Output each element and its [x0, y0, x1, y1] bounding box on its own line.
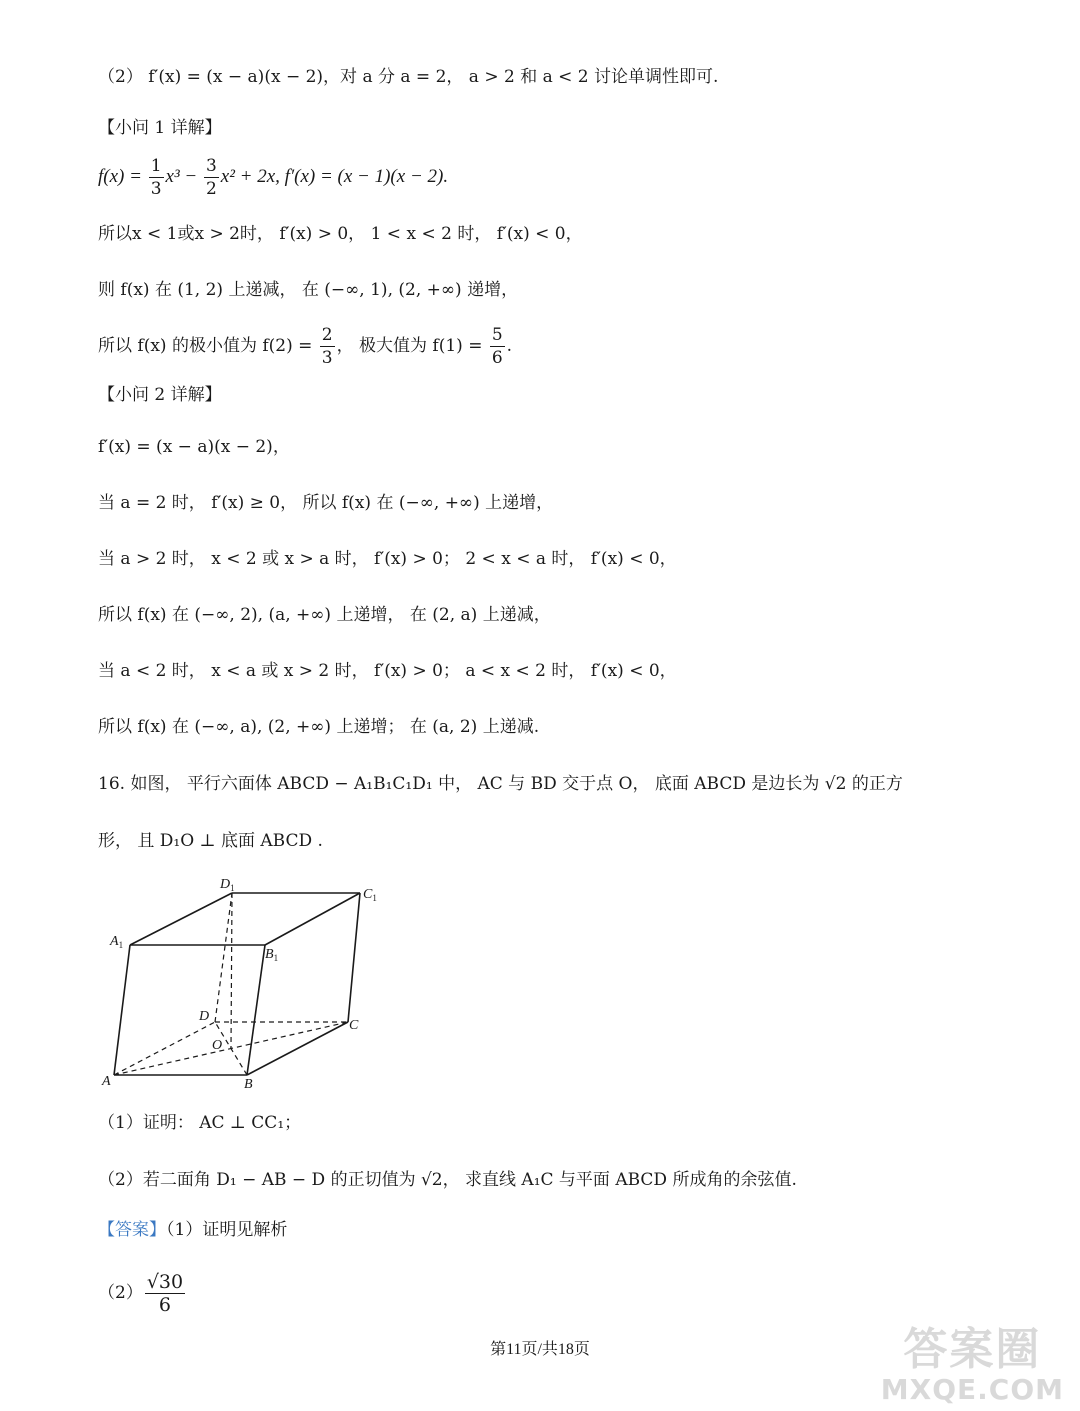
- edge-a-a1: [114, 945, 130, 1075]
- label-a1: $A_1$: [110, 934, 124, 950]
- answer-line-1: [98, 1215, 287, 1245]
- answer-1-text: （1）证明见解析: [166, 1220, 288, 1240]
- case-a-lt-2-text: 当 a < 2 时， x < a 或 x > 2 时， f′(x) > 0； a < x < 2 时， f′(x) < 0，: [98, 661, 677, 681]
- question-16-2: [98, 1165, 797, 1195]
- subq1-heading-text: 【小问 1 详解】: [98, 118, 222, 138]
- edge-b-c: [247, 1022, 348, 1075]
- problem-16-statement: [98, 769, 903, 799]
- frac-num: √30: [146, 1271, 184, 1293]
- question-16-2-text: （2）若二面角 D₁ − AB − D 的正切值为 √2， 求直线 A₁C 与平面 ABCD 所成角的余弦值.: [98, 1170, 797, 1190]
- fx-def-part1: f(x) =: [98, 166, 147, 187]
- subq2-heading: [98, 380, 222, 410]
- answer-2-fraction: [145, 1271, 185, 1316]
- derivative-line: [98, 432, 290, 462]
- label-c: C: [349, 1018, 359, 1033]
- frac-den: 6: [158, 1294, 172, 1316]
- watermark-bottom: MXQE.COM: [880, 1373, 1064, 1406]
- extremum-part3: .: [506, 336, 513, 356]
- hint-text: （2） f′(x) = (x − a)(x − 2)，对 a 分 a = 2， a > 2 和 a < 2 讨论单调性即可.: [98, 67, 719, 87]
- watermark-logo: [881, 1325, 1064, 1405]
- answer-line-2: [98, 1268, 187, 1318]
- frac-num: 1: [150, 156, 162, 176]
- fx-def-part2: x³ −: [165, 166, 202, 187]
- fraction-1-3: [149, 155, 164, 200]
- watermark-top: 答案圈: [903, 1324, 1042, 1375]
- fraction-3-2: [204, 155, 219, 200]
- frac-den: 2: [205, 179, 217, 199]
- label-b1: $B_1$: [265, 947, 279, 963]
- parallelepiped-figure: [100, 870, 400, 1095]
- label-o: O: [212, 1038, 223, 1053]
- fx-definition-line: [98, 155, 448, 200]
- derivative-text: f′(x) = (x − a)(x − 2)，: [98, 437, 290, 457]
- subq1-heading: [98, 113, 222, 143]
- fraction-2-3: [320, 324, 335, 369]
- frac-num: 2: [321, 325, 333, 345]
- edge-d1-a1: [130, 893, 232, 945]
- case-a-eq-2-text: 当 a = 2 时， f′(x) ≥ 0， 所以 f(x) 在 (−∞, +∞) 上递增，: [98, 493, 554, 513]
- fx-def-part3: x² + 2x, f′(x) = (x − 1)(x − 2).: [220, 166, 449, 187]
- sign-line-1-text: 所以x < 1或x > 2时， f′(x) > 0， 1 < x < 2 时， f′(x) < 0，: [98, 224, 583, 244]
- edge-b1-c1: [265, 893, 360, 945]
- segment-d1-o-hidden: [231, 893, 232, 1048]
- extremum-part1: 所以 f(x) 的极小值为 f(2) =: [98, 336, 318, 356]
- frac-num: 5: [491, 325, 503, 345]
- fraction-5-6: [490, 324, 505, 369]
- case-a-gt-2-conclusion-text: 所以 f(x) 在 (−∞, 2), (a, +∞) 上递增， 在 (2, a) 上递减，: [98, 605, 551, 625]
- frac-den: 6: [491, 348, 503, 368]
- case-a-lt-2: [98, 656, 677, 686]
- page-number: 第11页/共18页: [490, 1341, 590, 1358]
- problem-16-text-cont: 形， 且 D₁O ⊥ 底面 ABCD .: [98, 831, 323, 851]
- question-16-1: [98, 1108, 301, 1138]
- problem-16-text: 16. 如图， 平行六面体 ABCD − A₁B₁C₁D₁ 中， AC 与 BD 交于点 O， 底面 ABCD 是边长为 √2 的正方: [98, 774, 903, 794]
- subq2-heading-text: 【小问 2 详解】: [98, 385, 222, 405]
- frac-den: 3: [150, 179, 162, 199]
- edge-b-b1: [247, 945, 265, 1075]
- case-a-eq-2: [98, 488, 553, 518]
- hint-line-2: [98, 62, 718, 92]
- case-a-gt-2-conclusion: [98, 600, 551, 630]
- edge-a-d-hidden: [114, 1022, 215, 1075]
- edge-c-c1: [348, 893, 360, 1022]
- case-a-gt-2: [98, 544, 677, 574]
- extremum-line: [98, 322, 512, 370]
- problem-16-statement-cont: [98, 826, 323, 856]
- label-d1: $D_1$: [220, 877, 235, 893]
- label-b: B: [244, 1077, 253, 1092]
- label-d: D: [199, 1009, 210, 1024]
- monotonic-line-1-text: 则 f(x) 在 (1, 2) 上递减， 在 (−∞, 1), (2, +∞) 递增，: [98, 280, 519, 300]
- case-a-lt-2-conclusion: [98, 712, 539, 742]
- answer-tag: 【答案】: [98, 1220, 166, 1240]
- edge-d-d1-hidden: [215, 893, 232, 1022]
- case-a-lt-2-conclusion-text: 所以 f(x) 在 (−∞, a), (2, +∞) 上递增； 在 (a, 2) 上递减.: [98, 717, 540, 737]
- monotonic-line-1: [98, 275, 518, 305]
- frac-num: 3: [205, 156, 217, 176]
- answer-2-prefix: （2）: [98, 1283, 143, 1303]
- question-16-1-text: （1）证明： AC ⊥ CC₁；: [98, 1113, 302, 1133]
- frac-den: 3: [321, 348, 333, 368]
- label-a: A: [102, 1074, 111, 1089]
- label-c1: $C_1$: [363, 887, 377, 903]
- sign-line-1: [98, 219, 583, 249]
- extremum-part2: ， 极大值为 f(1) =: [336, 336, 488, 356]
- case-a-gt-2-text: 当 a > 2 时， x < 2 或 x > a 时， f′(x) > 0； 2 < x < a 时， f′(x) < 0，: [98, 549, 677, 569]
